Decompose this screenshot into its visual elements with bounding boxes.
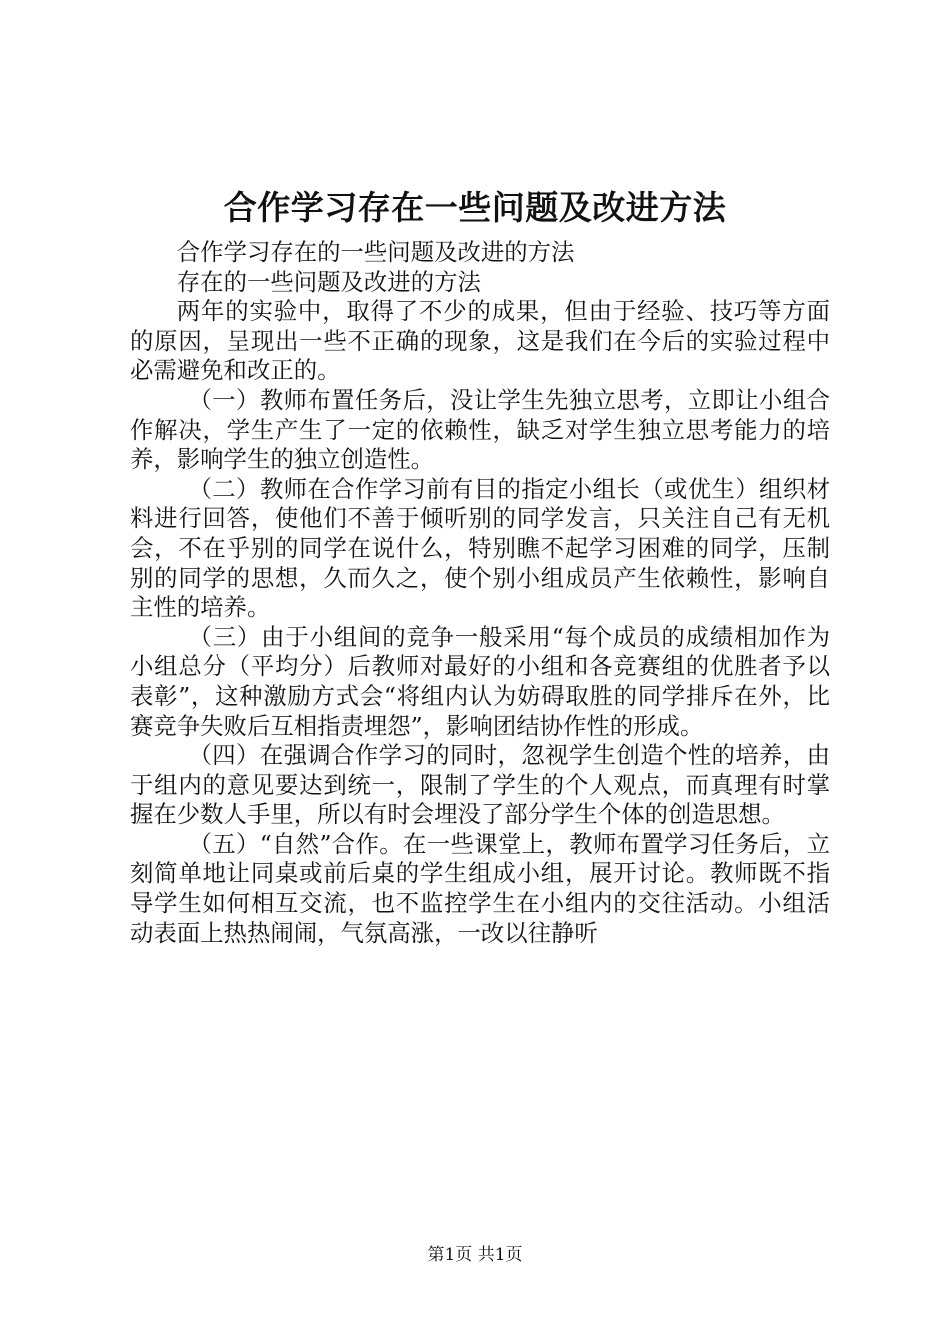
intro-paragraph: 两年的实验中，取得了不少的成果，但由于经验、技巧等方面的原因，呈现出一些不正确的现象，这是我们在今后的实验过程中必需避免和改正的。 — [130, 297, 830, 385]
problem-paragraph-4: （四）在强调合作学习的同时，忽视学生创造个性的培养，由于组内的意见要达到统一，限制了学生的个人观点，而真理有时掌握在少数人手里，所以有时会埋没了部分学生个体的创造思想。 — [130, 741, 830, 829]
problem-paragraph-1: （一）教师布置任务后，没让学生先独立思考，立即让小组合作解决，学生产生了一定的依赖性，缺乏对学生独立思考能力的培养，影响学生的独立创造性。 — [130, 385, 830, 474]
problem-paragraph-2: （二）教师在合作学习前有目的指定小组长（或优生）组织材料进行回答，使他们不善于倾听别的同学发言，只关注自己有无机会，不在乎别的同学在说什么，特别瞧不起学习困难的同学，压制别的同学的思想，久而久之，使个别小组成员产生依赖性，影响自主性的培养。 — [130, 474, 830, 622]
problem-paragraph-3: （三）由于小组间的竞争一般采用“每个成员的成绩相加作为小组总分（平均分）后教师对最好的小组和各竞赛组的优胜者予以表彰”，这种激励方式会“将组内认为妨碍取胜的同学排斥在外，比赛竞争失败后互相指责埋怨”，影响团结协作性的形成。 — [130, 622, 830, 740]
problem-paragraph-5: （五）“自然”合作。在一些课堂上，教师布置学习任务后，立刻简单地让同桌或前后桌的学生组成小组，展开讨论。教师既不指导学生如何相互交流，也不监控学生在小组内的交往活动。小组活动表面上热热闹闹，气氛高涨，一改以往静听 — [130, 829, 830, 947]
page-footer: 第1页 共1页 — [427, 1245, 523, 1265]
document-title: 合作学习存在一些问题及改进方法 — [223, 188, 727, 227]
document-body — [130, 238, 830, 948]
subtitle-paragraph: 合作学习存在的一些问题及改进的方法 — [176, 238, 575, 266]
section-heading-paragraph: 存在的一些问题及改进的方法 — [176, 267, 481, 296]
